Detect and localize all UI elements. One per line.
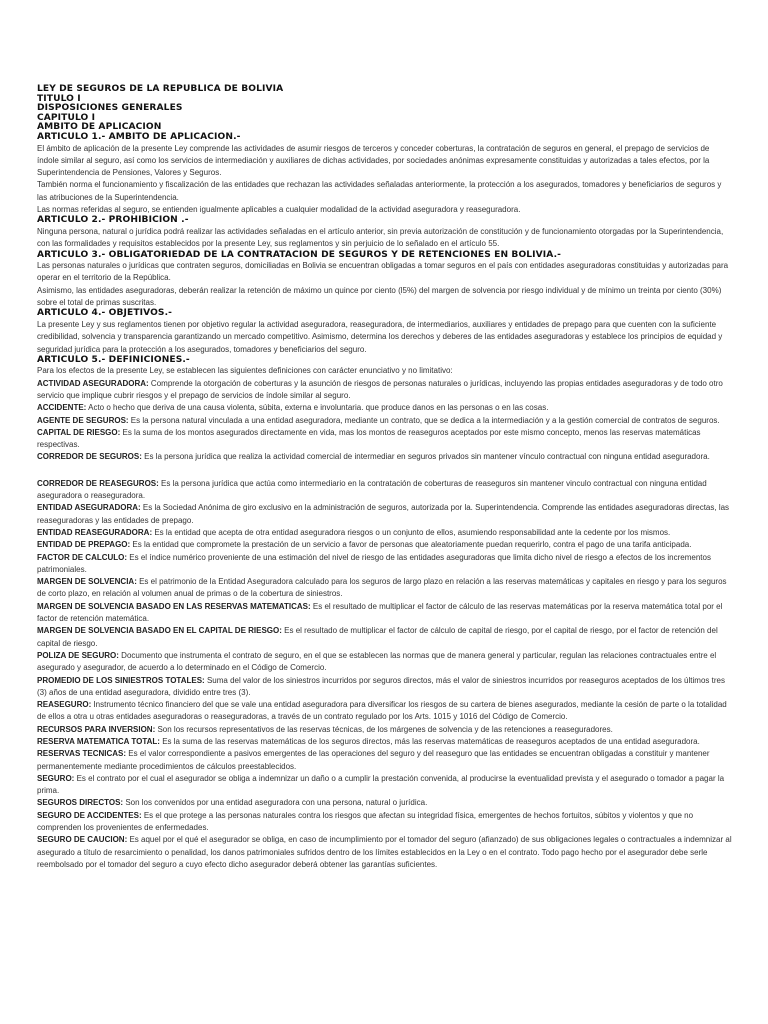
- article-1-paragraph: Las normas referidas al seguro, se entienden igualmente aplicables a cualquier modalidad de la actividad aseguradora y reaseguradora.: [37, 205, 521, 215]
- definition-text: Es el resultado de multiplicar el factor de cálculo de las reservas matemáticas por la reserva matemática total por el factor de retención matemática.: [37, 601, 723, 624]
- definition-item: [37, 427, 732, 452]
- definition-term: RECURSOS PARA INVERSION:: [37, 724, 156, 734]
- definition-term: ACTIVIDAD ASEGURADORA:: [37, 378, 149, 388]
- definition-term: CAPITAL DE RIESGO:: [37, 427, 121, 437]
- definition-term: CORREDOR DE REASEGUROS:: [37, 478, 159, 488]
- definition-term: RESERVAS TECNICAS:: [37, 749, 127, 759]
- definition-term: MARGEN DE SOLVENCIA BASADO EN LAS RESERVAS MATEMATICAS:: [37, 601, 311, 611]
- definition-term: MARGEN DE SOLVENCIA BASADO EN EL CAPITAL DE RIESGO:: [37, 626, 282, 636]
- definition-item: [37, 451, 732, 463]
- definition-item: [37, 748, 732, 773]
- article-3-paragraph: Asimismo, las entidades aseguradoras, deberán realizar la retención de máximo un quince por ciento (l5%) del margen de solvencia por riesgo individual y de mínimo un treinta por ciento (30%) sobre el total de primas suscritas.: [37, 285, 722, 308]
- definition-item: [37, 625, 732, 650]
- definition-term: SEGURO DE ACCIDENTES:: [37, 810, 142, 820]
- definition-text: Suma del valor de los siniestros incurridos por seguros directos, más el valor de siniestros incurridos por reaseguros aceptados de los últimos tres (3) años de una entidad aseguradora, dividido entre tres (3).: [37, 675, 725, 697]
- definition-term: AGENTE DE SEGUROS:: [37, 415, 129, 425]
- definition-item: [37, 601, 732, 626]
- definition-text: Es el índice numérico proveniente de una estimación del nivel de riesgo de las entidades aseguradoras que limita dicho nivel de riesgo a efectos de los incrementos patrimoniales.: [37, 552, 711, 574]
- definition-term: ENTIDAD REASEGURADORA:: [37, 527, 153, 537]
- definition-term: REASEGURO:: [37, 700, 92, 710]
- chapter-heading: CAPITULO I: [37, 112, 96, 123]
- definition-text: Comprende la otorgación de coberturas y la asunción de riesgos de personas naturales o jurídicas, incluyendo las propias entidades aseguradoras y de todo otro servicio que implique cubrir riesgos y el prepago de servicios de índole similar al seguro.: [37, 378, 723, 400]
- definition-text: Es la suma de los montos asegurados directamente en vida, mas los montos de reaseguros aceptados por este mismo concepto, menos las reservas matemáticas respectivas.: [37, 427, 701, 450]
- definition-term: FACTOR DE CALCULO:: [37, 552, 128, 562]
- definition-item: [37, 402, 732, 414]
- definition-text: Instrumento técnico financiero del que se vale una entidad aseguradora para diversificar los riesgos de su cartera de bienes asegurados, mediante la cesión de parte o la totalidad de ellos a otra u otras entidades aseguradoras o reaseguradoras, a través de un contrato regulado por los Arts. 1015 y 1016 del Código de Comercio.: [37, 700, 727, 722]
- definition-text: Es el que protege a las personas naturales contra los riesgos que afectan su integridad física, emergentes de hechos fortuitos, súbitos y violentos y que no comprenden los provenientes de enfermedades.: [37, 810, 694, 833]
- definition-text: Son los convenidos por una entidad aseguradora con una persona, natural o jurídica.: [123, 798, 428, 808]
- definition-item: [37, 736, 732, 748]
- article-2-paragraph: Ninguna persona, natural o jurídica podrá realizar las actividades señaladas en el artículo anterior, sin previa autorización de constitución y de funcionamiento otorgadas por la Superintendencia, con las formalidades y requisitos establecidos por la presente Ley, sus reglamentos y sin perjuicio de lo señalado en el artículo 55.: [37, 226, 724, 249]
- definition-term: POLIZA DE SEGURO:: [37, 650, 119, 660]
- definition-item: [37, 675, 732, 700]
- definition-term: PROMEDIO DE LOS SINIESTROS TOTALES:: [37, 675, 205, 685]
- definitions-list-b: [37, 478, 732, 872]
- definition-text: Es el contrato por el cual el asegurador se obliga a indemnizar un daño o a cumplir la prestación convenida, al producirse la eventualidad prevista y el asegurado o tomador a pagar la prima.: [37, 773, 725, 796]
- definition-text: Es aquel por el qué el asegurador se obliga, en caso de incumplimiento por el tomador del seguro (afianzado) de sus obligaciones legales o contractuales a indemnizar al asegurado a título de resarcimiento o penalidad, los danos patrimoniales sufridos dentro de los límites establecidos en la Ley o en el contrato. Todo pago hecho por el asegurador debe serle reembolsado por el tomador del seguro a cuyo efecto dicho asegurador deberá obtener las garantías suficientes.: [37, 835, 732, 869]
- definition-text: Documento que instrumenta el contrato de seguro, en el que se establecen las normas que de manera general y particular, regulan las relaciones contractuales entre el asegurado y asegurador, de acuerdo a lo determinado en el Código de Comercio.: [37, 650, 717, 673]
- article-3-paragraph: Las personas naturales o jurídicas que contraten seguros, domiciliadas en Bolivia se encuentran obligadas a tomar seguros en el país con entidades aseguradoras constituidas y autorizadas para operar en el territorio de la República.: [37, 261, 729, 283]
- definition-text: Es la entidad que compromete la prestación de un servicio a favor de personas que aleatoriamente puedan requerirlo, contra el pago de una tarifa anticipada.: [130, 540, 692, 550]
- definition-term: SEGURO DE CAUCION:: [37, 835, 128, 845]
- definition-text: Son los recursos representativos de las reservas técnicas, de los márgenes de solvencia y de las retenciones a reaseguradores.: [155, 724, 613, 734]
- scope-heading: AMBITO DE APLICACION: [37, 122, 162, 133]
- paragraph-gap: [37, 464, 732, 478]
- definition-item: [37, 724, 732, 736]
- definition-term: RESERVA MATEMATICA TOTAL:: [37, 737, 160, 746]
- definition-item: [37, 378, 732, 403]
- header-block: [37, 85, 732, 143]
- definition-text: Es el resultado de multiplicar el factor de cálculo de capital de riesgo, por el capital de riesgo, por el factor de retención del capital de riesgo.: [37, 626, 718, 648]
- definition-text: Es el patrimonio de la Entidad Aseguradora calculado para los seguros de largo plazo en relación a las reservas matemáticas y capitales en riesgo y para los seguros de corto plazo, en relación al volumen anual de primas o de la cobertura de siniestros.: [37, 577, 727, 599]
- definition-item: [37, 699, 732, 724]
- article-1-paragraph: El ámbito de aplicación de la presente Ley comprende las actividades de asumir riesgos de terceros y conceder coberturas, la contratación de seguros en general, el prepago de servicios de índole similar al seguro, así como los servicios de intermediación y auxiliares de dichas actividades, por sociedades anónimas expresamente constituidas y autorizadas a tales efectos, por la Superintendencia de Pensiones, Valores y Seguros.: [37, 143, 710, 178]
- definition-item: [37, 773, 732, 798]
- definition-item: [37, 539, 732, 551]
- definition-term: ACCIDENTE:: [37, 403, 87, 413]
- article-1-title: ARTICULO 1.- AMBITO DE APLICACION.-: [37, 131, 241, 142]
- definition-term: ENTIDAD DE PREPAGO:: [37, 540, 131, 550]
- article-1-paragraph: También norma el funcionamiento y fiscalización de las entidades que rechazan las actividades señaladas anteriormente, la protección a los asegurados, tomadores y beneficiarios de seguros y las atribuciones de la Superintendencia.: [37, 180, 722, 202]
- definition-item: [37, 576, 732, 601]
- definition-item: [37, 834, 732, 871]
- definition-term: MARGEN DE SOLVENCIA:: [37, 577, 137, 587]
- definition-item: [37, 810, 732, 835]
- definition-item: [37, 415, 732, 427]
- definition-term: CORREDOR DE SEGUROS:: [37, 452, 142, 462]
- definition-text: Es la persona jurídica que realiza la actividad comercial de intermediar en seguros privados sin mantener vínculo contractual con ninguna entidad aseguradora.: [141, 452, 710, 462]
- definition-text: Acto o hecho que deriva de una causa violenta, súbita, externa e involuntaria. que produce danos en las personas o en las cosas.: [86, 403, 549, 413]
- definition-text: Es la persona jurídica que actúa como intermediario en la contratación de coberturas de reaseguros sin mantener vinculo contractual con ninguna entidad aseguradora o reaseguradora.: [37, 478, 707, 501]
- definition-term: ENTIDAD ASEGURADORA:: [37, 503, 141, 513]
- definition-item: [37, 552, 732, 577]
- definition-item: [37, 650, 732, 675]
- article-5-title: ARTICULO 5.- DEFINICIONES.-: [37, 354, 190, 365]
- article-5-intro: Para los efectos de la presente Ley, se establecen las siguientes definiciones con carácter enunciativo y no limitativo:: [37, 366, 453, 376]
- title-heading: TITULO I: [37, 93, 81, 104]
- definition-term: SEGUROS DIRECTOS:: [37, 798, 124, 808]
- definition-item: [37, 527, 732, 539]
- article-4-paragraph: La presente Ley y sus reglamentos tienen por objetivo regular la actividad aseguradora, reaseguradora, de intermediarios, auxiliares y entidades de prepago para que cuenten con la suficiente credibilidad, solvencia y transparencia garantizando un mercado competitivo. Asimismo, determina los derechos y deberes de las entidades aseguradoras y establece los principios de equidad y seguridad jurídica para la protección a los asegurados, tomadores y beneficiarios del seguro.: [37, 319, 723, 354]
- article-3-title: ARTICULO 3.- OBLIGATORIEDAD DE LA CONTRATACION DE SEGUROS Y DE RETENCIONES EN BOLIVIA.-: [37, 249, 562, 260]
- definition-text: Es la Sociedad Anónima de giro exclusivo en la administración de seguros, autorizada por la. Superintendencia. Comprende las entidades aseguradoras directas, las reaseguradoras y las entidades de prepago.: [37, 503, 730, 525]
- law-title: LEY DE SEGUROS DE LA REPUBLICA DE BOLIVIA: [37, 84, 284, 94]
- definition-text: Es el valor correspondiente a pasivos emergentes de las operaciones del seguro y del reaseguro que las entidades se encuentran obligadas a constituir y mantener permanentemente mediante procedimientos de cálculos preestablecidos.: [37, 749, 710, 771]
- article-4-title: ARTICULO 4.- OBJETIVOS.-: [37, 308, 172, 319]
- definition-item: [37, 478, 732, 503]
- definition-text: Es la suma de las reservas matemáticas de los seguros directos, más las reservas matemáticas de reaseguros aceptados de una entidad aseguradora.: [159, 737, 700, 746]
- definition-item: [37, 797, 732, 809]
- document-page: [37, 85, 732, 871]
- definition-item: [37, 502, 732, 527]
- definition-text: Es la entidad que acepta de otra entidad aseguradora riesgos o un conjunto de ellos, asumiendo responsabilidad ante la cedente por los mismos.: [152, 527, 671, 537]
- article-2-title: ARTICULO 2.- PROHIBICION .-: [37, 215, 189, 226]
- general-provisions-heading: DISPOSICIONES GENERALES: [37, 103, 183, 114]
- definition-term: SEGURO:: [37, 773, 75, 783]
- definition-text: Es la persona natural vinculada a una entidad aseguradora, mediante un contrato, que se dedica a la intermediación y a la gestión comercial de contratos de seguros.: [128, 415, 720, 425]
- definitions-list-a: [37, 378, 732, 464]
